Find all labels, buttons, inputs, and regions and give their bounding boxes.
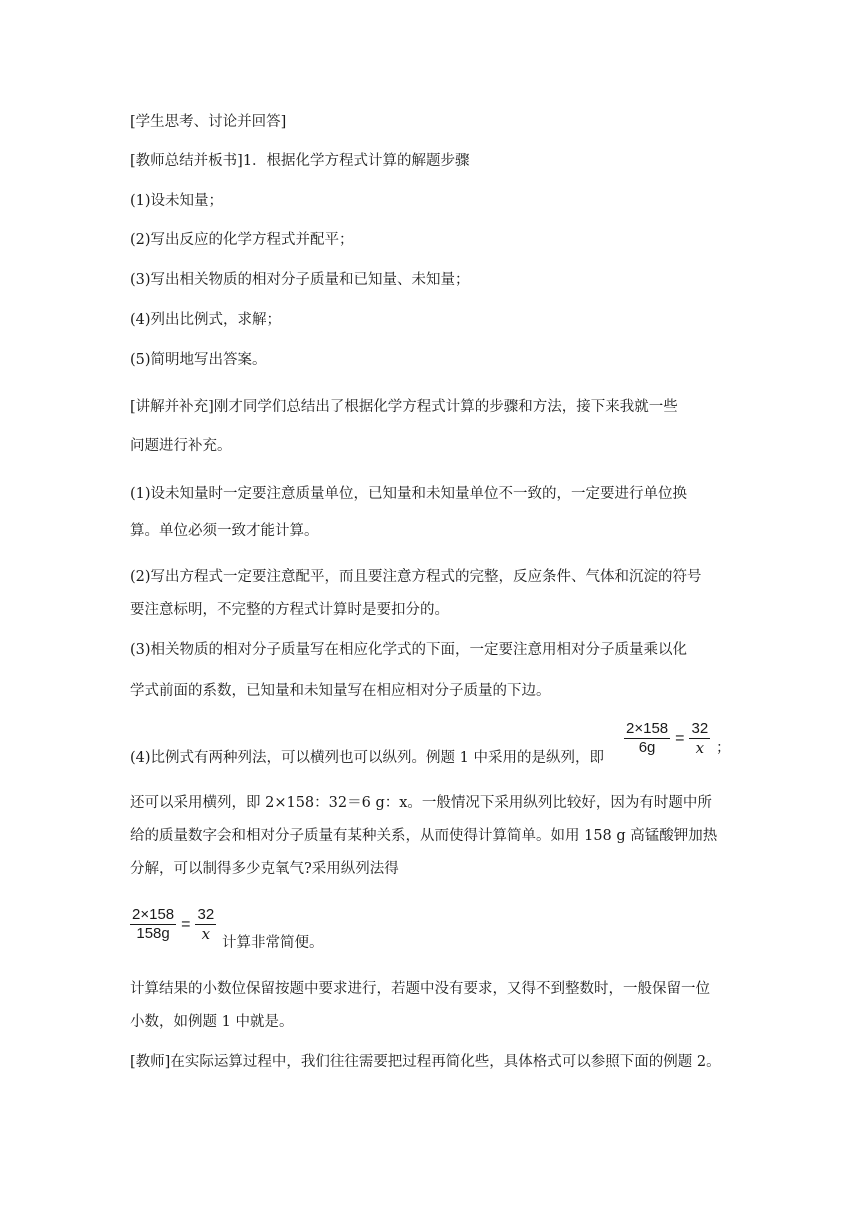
text-line: 计算非常简便。 bbox=[222, 935, 324, 951]
text-line: (4)列出比例式，求解； bbox=[130, 312, 282, 328]
text-line: 小数，如例题 1 中就是。 bbox=[130, 1014, 294, 1030]
text-line: 学式前面的系数，已知量和未知量写在相应相对分子质量的下边。 bbox=[130, 683, 551, 699]
text-line: (5)简明地写出答案。 bbox=[130, 352, 267, 368]
text-line: (1)设未知量； bbox=[130, 193, 224, 209]
text-line: 问题进行补充。 bbox=[130, 438, 232, 454]
fraction bbox=[689, 720, 710, 757]
numerator: 32 bbox=[197, 906, 215, 923]
text-line: (4)比例式有两种列法，可以横列也可以纵列。例题 1 中采用的是纵列，即 bbox=[130, 750, 604, 766]
text-line: [学生思考、讨论并回答] bbox=[130, 114, 287, 130]
text-line: (1)设未知量时一定要注意质量单位，已知量和未知量单位不一致的，一定要进行单位换 bbox=[130, 486, 688, 502]
equals-sign: = bbox=[675, 729, 685, 747]
proportion-formula bbox=[130, 906, 216, 943]
numerator: 32 bbox=[691, 720, 709, 737]
fraction bbox=[195, 906, 216, 943]
text-line: (2)写出方程式一定要注意配平，而且要注意方程式的完整，反应条件、气体和沉淀的符号 bbox=[130, 569, 702, 585]
text-line: (3)写出相关物质的相对分子质量和已知量、未知量； bbox=[130, 272, 470, 288]
denominator: x bbox=[695, 739, 705, 757]
text-line: (2)写出反应的化学方程式并配平； bbox=[130, 232, 354, 248]
equals-sign: = bbox=[181, 915, 191, 933]
fraction bbox=[624, 720, 670, 757]
proportion-formula bbox=[624, 720, 730, 757]
text-line: 分解，可以制得多少克氧气?采用纵列法得 bbox=[130, 861, 399, 877]
text-line: 给的质量数字会和相对分子质量有某种关系，从而使得计算简单。如用 158 g 高锰酸钾加热 bbox=[130, 828, 718, 844]
text-line: [教师总结并板书]1．根据化学方程式计算的解题步骤 bbox=[130, 153, 470, 169]
text-line: [教师]在实际运算过程中，我们往往需要把过程再简化些，具体格式可以参照下面的例题 2。 bbox=[130, 1054, 721, 1070]
text-line: 计算结果的小数位保留按题中要求进行，若题中没有要求，又得不到整数时，一般保留一位 bbox=[130, 981, 710, 997]
denominator: 158g bbox=[136, 925, 170, 942]
numerator: 2×158 bbox=[626, 720, 669, 737]
text-line: 要注意标明，不完整的方程式计算时是要扣分的。 bbox=[130, 602, 449, 618]
numerator: 2×158 bbox=[132, 906, 175, 923]
text-line: [讲解并补充]刚才同学们总结出了根据化学方程式计算的步骤和方法，接下来我就一些 bbox=[130, 399, 678, 415]
denominator: 6g bbox=[638, 739, 656, 756]
text-line: (3)相关物质的相对分子质量写在相应化学式的下面，一定要注意用相对分子质量乘以化 bbox=[130, 642, 688, 658]
formula-punctuation: ； bbox=[716, 739, 731, 756]
text-line: 还可以采用横列，即 2×158：32＝6 g：x。一般情况下采用纵列比较好，因为有时题中所 bbox=[130, 795, 712, 811]
text-line: 算。单位必须一致才能计算。 bbox=[130, 523, 319, 539]
fraction bbox=[130, 906, 176, 943]
denominator: x bbox=[201, 925, 211, 943]
